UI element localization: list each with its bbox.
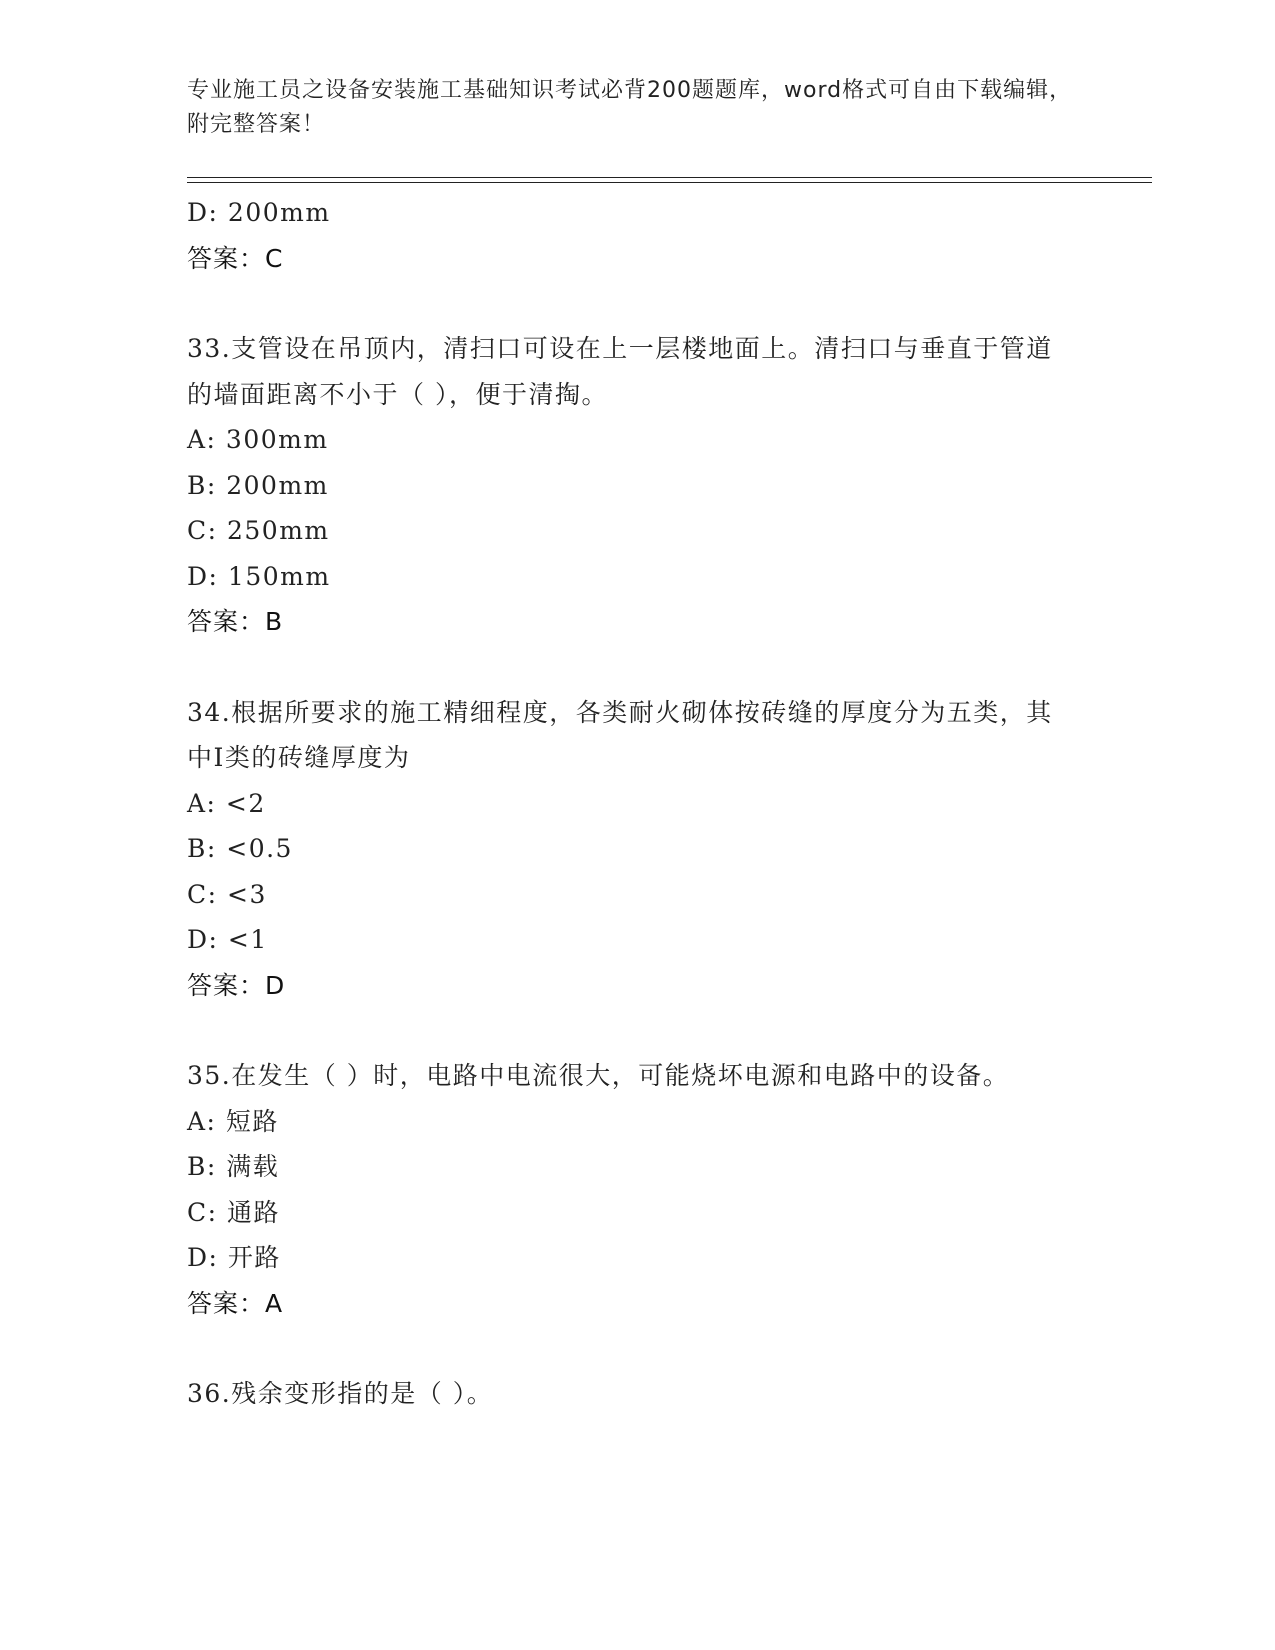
- document-header: 专业施工员之设备安装施工基础知识考试必背200题题库，word格式可自由下载编辑，附完整答案！: [187, 78, 1073, 137]
- spacer: [187, 645, 1087, 690]
- previous-answer: 答案：C: [187, 243, 284, 273]
- spacer: [187, 1008, 1087, 1053]
- answer: 答案：B: [187, 607, 284, 636]
- question-34: [187, 690, 1087, 1009]
- header-divider-line: [187, 177, 1152, 178]
- option-a: A: <2: [187, 788, 266, 818]
- question-36: [187, 1371, 1087, 1417]
- spacer: [187, 281, 1087, 326]
- spacer: [187, 1326, 1087, 1371]
- question-text: 33.支管设在吊顶内，清扫口可设在上一层楼地面上。清扫口与垂直于管道的墙面距离不小于（ ），便于清掏。: [187, 334, 1053, 409]
- option-a: A: 短路: [187, 1106, 279, 1136]
- question-33: [187, 326, 1087, 645]
- question-text: 36.残余变形指的是（ ）。: [187, 1379, 494, 1408]
- header-divider-line-2: [187, 182, 1152, 183]
- option-a: A: 300mm: [187, 425, 329, 454]
- question-text: 34.根据所要求的施工精细程度，各类耐火砌体按砖缝的厚度分为五类，其中Ⅰ类的砖缝厚度为: [187, 697, 1053, 772]
- option-d: D: 150mm: [187, 561, 331, 591]
- answer: 答案：A: [187, 1288, 284, 1318]
- option-b: B: <0.5: [187, 834, 293, 863]
- option-c: C: <3: [187, 879, 267, 909]
- option-d: D: <1: [187, 925, 268, 954]
- question-text: 35.在发生（ ）时，电路中电流很大，可能烧坏电源和电路中的设备。: [187, 1061, 1010, 1090]
- answer: 答案：D: [187, 970, 286, 1000]
- question-35: [187, 1053, 1087, 1326]
- question-content: [187, 190, 1087, 1417]
- previous-option-d: D: 200mm: [187, 198, 331, 227]
- option-c: C: 通路: [187, 1197, 280, 1227]
- option-b: B: 200mm: [187, 470, 329, 500]
- option-b: B: 满载: [187, 1152, 280, 1181]
- option-d: D: 开路: [187, 1243, 281, 1272]
- option-c: C: 250mm: [187, 516, 330, 545]
